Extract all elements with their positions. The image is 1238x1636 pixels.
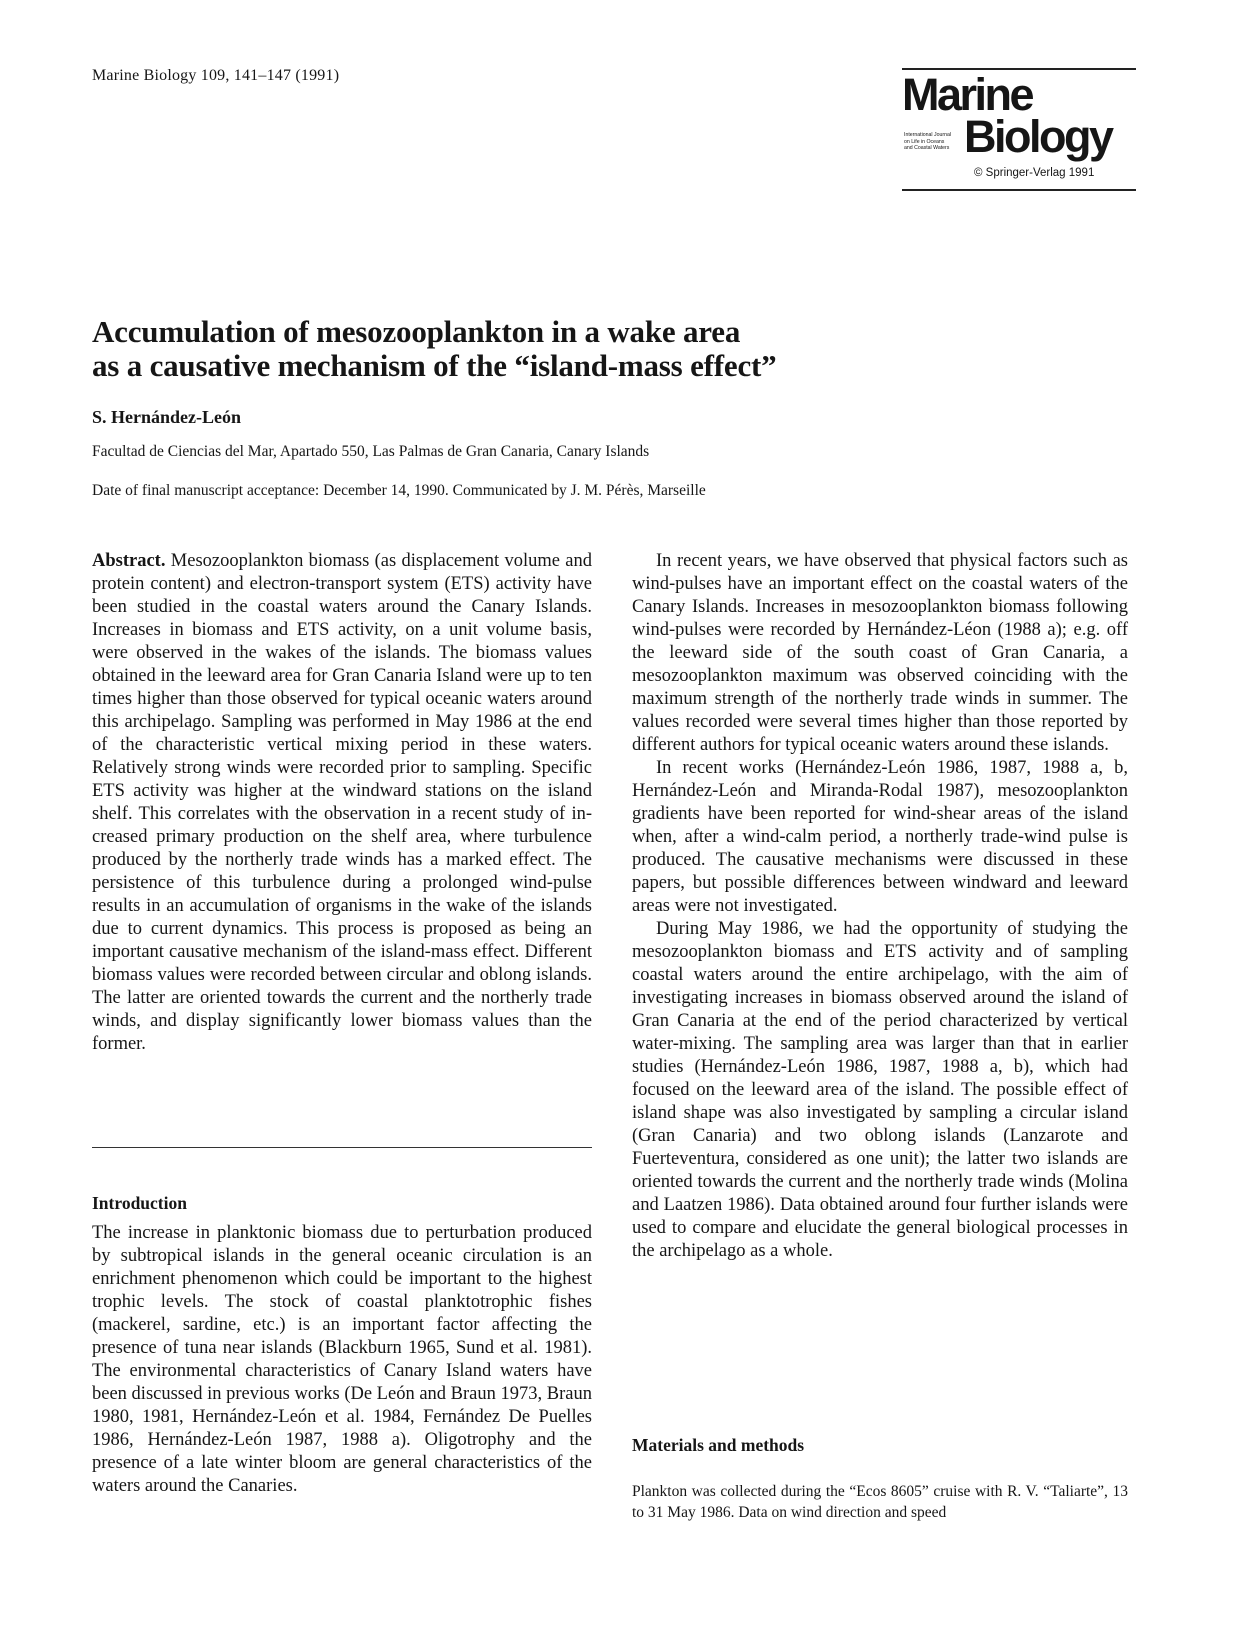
- logo-tagline-line: on Life in Oceans: [904, 138, 945, 145]
- author-affiliation: Facultad de Ciencias del Mar, Apartado 550, Las Palmas de Gran Canaria, Canary Islands: [92, 443, 650, 460]
- materials-methods-paragraph: Plankton was collected during the “Ecos 8605” cruise with R. V. “Taliarte”, 13 to 31 May 1986. Data on wind direction and speed: [632, 1483, 1128, 1521]
- introduction-paragraph: The increase in planktonic biomass due to perturbation produced by subtropical islands in the general oceanic circulation is an enrichment phenomenon which could be important to the highest trophic levels. The stock of coastal planktotrophic fishes (mackerel, sardine, etc.) is an important factor affecting the presence of tuna near islands (Blackburn 1965, Sund et al. 1981). The environmental characteristics of Canary Island waters have been discussed in previous works (De León and Braun 1973, Braun 1980, 1981, Hernández-León et al. 1984, Fernández De Puelles 1986, Hernández-León 1987, 1988 a). Oligotrophy and the presence of a late winter bloom are general characteristics of the waters around the Canaries.: [92, 1223, 592, 1496]
- body-paragraph: In recent years, we have observed that physical factors such as wind-pulses have an important effect on the coastal waters of the Canary Islands. Increases in mesozooplankton biomass following wind-pulses were recorded by Hernández-Léon (1988 a); e.g. off the leeward side of the south coast of Gran Canaria, a mesozooplankton maximum was observed coinciding with the maximum strength of the northerly trade winds in summer. The values recorded were several times higher than those reported by different authors for typical oceanic waters around these islands.: [632, 551, 1128, 755]
- introduction-body: [92, 1222, 592, 1498]
- article-title: [92, 315, 952, 383]
- right-column-body: [632, 550, 1128, 1263]
- logo-tagline: [904, 132, 968, 152]
- journal-logo: [902, 68, 1136, 186]
- abstract-text: Mesozooplankton biomass (as displacement volume and protein content) and electron-transport system (ETS) activity have been studied in the coastal waters around the Canary Islands. Increases in biomass and ETS activity, on a unit volume basis, were observed in the wakes of the islands. The biomass values obtained in the leeward area for Gran Canaria Island were up to ten times higher than those observed for typical oceanic waters around this archipelago. Sampling was performed in May 1986 at the end of the characteristic vertical mixing period in these waters. Relatively strong winds were recorded prior to sampling. Specific ETS activity was higher at the windward stations on the island shelf. This correlates with the observation in a recent study of increased primary production on the shelf area, where turbulence produced by the northerly trade winds has a marked effect. The persistence of this turbulence during a prolonged wind-pulse results in an accumulation of organisms in the wake of the islands due to current dynamics. This process is proposed as being an important causative mechanism of the island-mass effect. Different biomass values were recorded between circular and oblong islands. The latter are oriented towards the current and the northerly trade winds, and display significantly lower biomass values than the former.: [92, 551, 592, 1054]
- materials-methods-heading: Materials and methods: [632, 1435, 805, 1455]
- logo-bottom-rule: [902, 189, 1136, 191]
- introduction-heading: Introduction: [92, 1193, 187, 1213]
- logo-word-marine: Marine: [902, 69, 1033, 120]
- body-paragraph: In recent works (Hernández-León 1986, 1987, 1988 a, b, Hernández-León and Miranda-Rodal 1987), mesozooplankton gradients have been reported for wind-shear areas of the island when, after a wind-calm period, a northerly trade-wind pulse is produced. The causative mechanisms were discussed in these papers, but possible differences between windward and leeward areas were not investigated.: [632, 758, 1128, 916]
- logo-tagline-line: International Journal: [904, 132, 952, 138]
- body-paragraph: During May 1986, we had the opportunity of studying the mesozooplankton biomass and ETS activity and of sampling coastal waters around the entire archipelago, with the aim of investigating increases in biomass observed around the island of Gran Canaria at the end of the period characterized by vertical water-mixing. The sampling area was larger than that in earlier studies (Hernández-León 1986, 1987, 1988 a, b), which had focused on the leeward area of the island. The possible effect of island shape was also investigated by sampling a circular island (Gran Canaria) and two oblong islands (Lanzarote and Fuerteventura, considered as one unit); the latter two islands are oriented towards the current and the northerly trade winds (Molina and Laatzen 1986). Data obtained around four further islands were used to compare and elucidate the general biological processes in the archipelago as a whole.: [632, 919, 1128, 1261]
- abstract: [92, 550, 592, 1056]
- title-line-1: Accumulation of mesozooplankton in a wake area: [92, 314, 741, 349]
- author-name: S. Hernández-León: [92, 407, 242, 427]
- manuscript-dates: Date of final manuscript acceptance: December 14, 1990. Communicated by J. M. Pérès, Marseille: [92, 482, 706, 499]
- logo-tagline-line: and Coastal Waters: [904, 145, 950, 151]
- abstract-separator: [92, 1147, 592, 1148]
- materials-methods-body: [632, 1481, 1128, 1523]
- logo-word-biology: Biology: [964, 111, 1112, 162]
- logo-copyright: © Springer-Verlag 1991: [974, 167, 1095, 179]
- journal-citation: Marine Biology 109, 141–147 (1991): [92, 67, 340, 84]
- abstract-label: Abstract.: [92, 551, 166, 571]
- title-line-2: as a causative mechanism of the “island-mass effect”: [92, 348, 777, 383]
